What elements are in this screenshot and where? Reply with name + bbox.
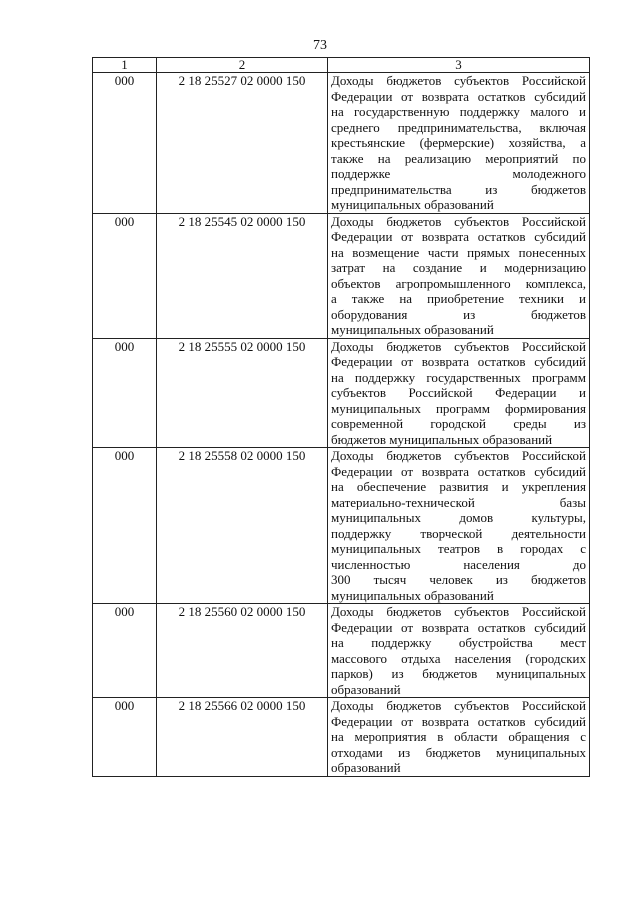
admin-code-cell: 000 — [93, 698, 157, 777]
description-line: объектов агропромышленного комплекса, — [331, 275, 586, 291]
description-line: численностью населения до — [331, 556, 586, 572]
description-line: на мероприятия в области обращения с — [331, 729, 586, 744]
budget-classification-code-cell: 2 18 25555 02 0000 150 — [157, 338, 328, 448]
description-line: муниципальных театров в городах с — [331, 541, 586, 556]
column-header-1: 1 — [93, 58, 157, 73]
budget-classification-code-cell: 2 18 25560 02 0000 150 — [157, 604, 328, 698]
description-line: затрат на создание и модернизацию — [331, 260, 586, 275]
description-line: на государственную поддержку малого и — [331, 104, 586, 119]
table-row — [93, 698, 590, 777]
budget-classification-code-cell: 2 18 25527 02 0000 150 — [157, 73, 328, 214]
description-line: среднего предпринимательства, включая — [331, 119, 586, 135]
revenue-description-cell — [328, 73, 590, 214]
budget-classification-code-cell: 2 18 25545 02 0000 150 — [157, 213, 328, 338]
admin-code-cell: 000 — [93, 338, 157, 448]
description-line: современной городской среды из — [331, 416, 586, 431]
budget-classification-code-cell: 2 18 25566 02 0000 150 — [157, 698, 328, 777]
revenue-description-cell — [328, 698, 590, 777]
table-row — [93, 73, 590, 214]
description-line: на поддержку обустройства мест — [331, 635, 586, 650]
description-line: Доходы бюджетов субъектов Российской — [331, 73, 586, 88]
description-line: поддержке молодежного — [331, 166, 586, 181]
description-line: муниципальных образований — [331, 322, 494, 337]
description-line: Доходы бюджетов субъектов Российской — [331, 213, 586, 229]
table-row — [93, 448, 590, 604]
description-line: оборудования из бюджетов — [331, 306, 586, 322]
description-line: Доходы бюджетов субъектов Российской — [331, 604, 586, 619]
description-line: Федерации от возврата остатков субсидий — [331, 713, 586, 729]
table-row — [93, 338, 590, 448]
description-line: субъектов Российской Федерации и — [331, 385, 586, 400]
description-line: образований — [331, 760, 401, 775]
description-line: 300 тысяч человек из бюджетов — [331, 572, 586, 587]
table-row — [93, 213, 590, 338]
description-line: а также на приобретение техники и — [331, 291, 586, 306]
column-header-3: 3 — [328, 58, 590, 73]
description-line: муниципальных образований — [331, 197, 494, 212]
revenue-description-cell — [328, 213, 590, 338]
description-line: муниципальных образований — [331, 587, 494, 603]
description-line: отходами из бюджетов муниципальных — [331, 744, 586, 760]
description-line: материально-технической базы — [331, 494, 586, 510]
column-header-2: 2 — [157, 58, 328, 73]
description-line: образований — [331, 681, 401, 697]
description-line: Доходы бюджетов субъектов Российской — [331, 338, 586, 354]
description-line: парков) из бюджетов муниципальных — [331, 666, 586, 681]
description-line: массового отдыха населения (городских — [331, 650, 586, 666]
description-line: бюджетов муниципальных образований — [331, 431, 553, 447]
revenue-description-cell — [328, 604, 590, 698]
budget-classification-code-cell: 2 18 25558 02 0000 150 — [157, 448, 328, 604]
description-line: Федерации от возврата остатков субсидий — [331, 463, 586, 479]
revenue-description-cell — [328, 448, 590, 604]
admin-code-cell: 000 — [93, 604, 157, 698]
description-line: также на реализацию мероприятий по — [331, 150, 586, 166]
description-line: поддержку творческой деятельности — [331, 525, 586, 541]
description-line: муниципальных домов культуры, — [331, 510, 586, 525]
description-line: Федерации от возврата остатков субсидий — [331, 619, 586, 635]
page-number: 73 — [313, 38, 327, 53]
table-row — [93, 604, 590, 698]
description-line: Федерации от возврата остатков субсидий — [331, 88, 586, 104]
description-line: на возмещение части прямых понесенных — [331, 244, 586, 260]
description-line: на обеспечение развития и укрепления — [331, 479, 586, 494]
description-line: крестьянские (фермерские) хозяйства, а — [331, 135, 586, 150]
admin-code-cell: 000 — [93, 73, 157, 214]
admin-code-cell: 000 — [93, 448, 157, 604]
description-line: Доходы бюджетов субъектов Российской — [331, 698, 586, 713]
revenue-codes-table — [92, 57, 590, 777]
description-line: на поддержку государственных программ — [331, 369, 586, 385]
column-number-row — [93, 58, 590, 73]
description-line: Федерации от возврата остатков субсидий — [331, 229, 586, 244]
description-line: муниципальных программ формирования — [331, 400, 586, 416]
admin-code-cell: 000 — [93, 213, 157, 338]
description-line: предпринимательства из бюджетов — [331, 181, 586, 197]
revenue-description-cell — [328, 338, 590, 448]
description-line: Федерации от возврата остатков субсидий — [331, 354, 586, 369]
description-line: Доходы бюджетов субъектов Российской — [331, 448, 586, 463]
